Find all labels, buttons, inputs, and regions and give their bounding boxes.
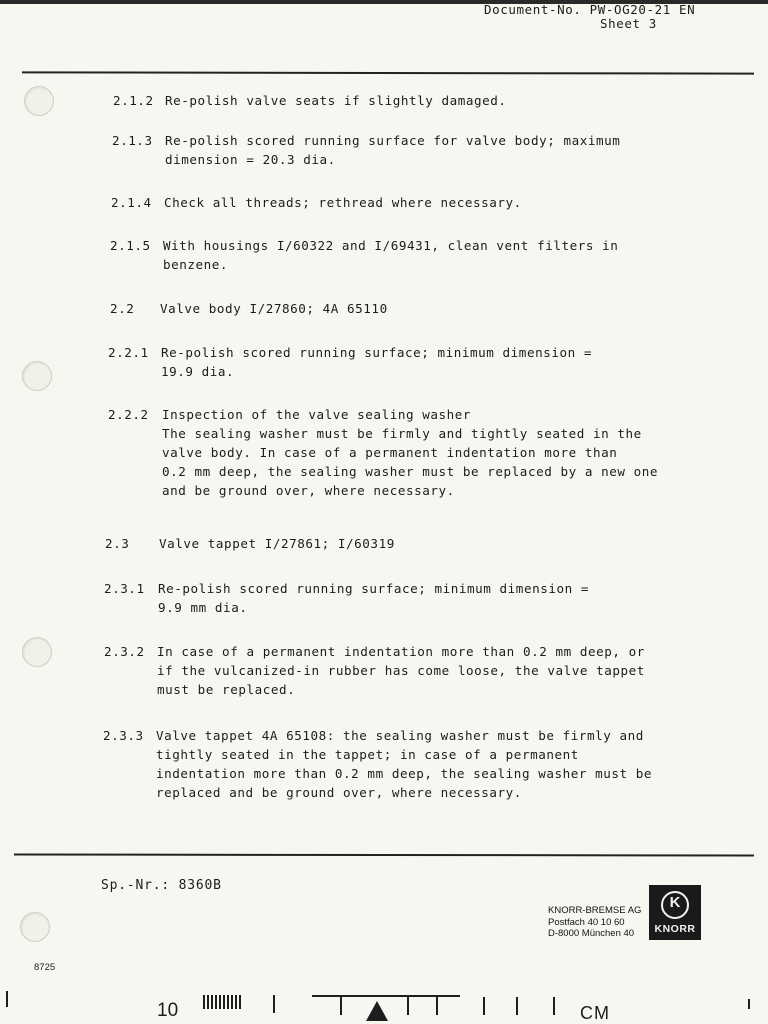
company-city: D-8000 München 40	[548, 928, 635, 939]
item-number: 2.3.1	[104, 581, 145, 596]
barcode-mark	[203, 995, 241, 1009]
item-number: 2.1.2	[113, 93, 154, 108]
punch-hole	[20, 912, 50, 942]
item-text	[158, 579, 589, 617]
item-line: 9.9 mm dia.	[158, 600, 248, 615]
item-text	[162, 405, 658, 500]
item-text	[164, 193, 522, 212]
punch-hole	[24, 86, 54, 116]
item-text	[157, 642, 645, 699]
item-line: 19.9 dia.	[161, 364, 235, 379]
triangle-mark	[366, 1001, 388, 1021]
item-line: dimension = 20.3 dia.	[165, 152, 336, 167]
item-line: if the vulcanized-in rubber has come loose, the valve tappet	[157, 663, 645, 678]
item-line: Re-polish scored running surface; minimum dimension =	[161, 345, 592, 360]
punch-hole	[22, 637, 52, 667]
header-rule	[22, 71, 754, 74]
item-number: 2.1.4	[111, 195, 152, 210]
knorr-logo	[649, 885, 701, 940]
logo-letter: K	[669, 894, 681, 911]
tick-mark	[553, 997, 555, 1015]
spare-part-number: Sp.-Nr.: 8360B	[101, 878, 222, 893]
item-number: 2.2	[110, 301, 135, 316]
tick-mark	[436, 995, 438, 1015]
item-line: Re-polish scored running surface; minimum dimension =	[158, 581, 589, 596]
document-number: Document-No. PW-OG20-21 EN	[484, 2, 696, 17]
item-text	[165, 91, 507, 110]
company-address	[548, 905, 641, 940]
form-code: 8725	[34, 962, 56, 973]
item-line: replaced and be ground over, where necessary.	[156, 785, 522, 800]
tick-mark	[6, 991, 8, 1007]
company-name: KNORR-BREMSE AG	[548, 905, 642, 916]
item-line: valve body. In case of a permanent indentation more than	[162, 445, 618, 460]
item-line: Re-polish scored running surface for valve body; maximum	[165, 133, 621, 148]
company-postbox: Postfach 40 10 60	[548, 916, 625, 928]
document-header	[484, 3, 695, 31]
item-number: 2.3.3	[103, 728, 144, 743]
punch-hole	[22, 361, 52, 391]
item-text	[156, 726, 652, 802]
item-number: 2.3	[105, 536, 130, 551]
item-number: 2.2.1	[108, 345, 149, 360]
item-number: 2.3.2	[104, 644, 145, 659]
item-line: Re-polish valve seats if slightly damaged.	[165, 93, 507, 108]
item-line: The sealing washer must be firmly and tightly seated in the	[162, 426, 642, 441]
item-line: must be replaced.	[157, 682, 296, 697]
scan-marks	[0, 985, 768, 1024]
item-text	[159, 534, 395, 553]
item-number: 2.2.2	[108, 407, 149, 422]
item-line: Valve body I/27860; 4A 65110	[160, 301, 388, 316]
item-text	[165, 131, 620, 169]
item-text	[161, 343, 592, 381]
tick-mark	[483, 997, 485, 1015]
item-line: In case of a permanent indentation more than 0.2 mm deep, or	[157, 644, 645, 659]
item-line: tightly seated in the tappet; in case of a permanent	[156, 747, 579, 762]
scan-ruler-unit: CM	[580, 1003, 610, 1023]
item-line: and be ground over, where necessary.	[162, 483, 455, 498]
item-line: Valve tappet I/27861; I/60319	[159, 536, 395, 551]
tick-mark	[273, 995, 275, 1013]
footer-rule	[14, 853, 754, 856]
item-line: With housings I/60322 and I/69431, clean vent filters in	[163, 238, 619, 253]
item-line: indentation more than 0.2 mm deep, the sealing washer must be	[156, 766, 653, 781]
logo-wordmark: KNORR	[654, 923, 696, 935]
item-number: 2.1.5	[110, 238, 151, 253]
item-line: Valve tappet 4A 65108: the sealing washer must be firmly and	[156, 728, 644, 743]
scan-ruler-number: 10	[157, 1000, 179, 1021]
item-text	[160, 299, 388, 318]
tick-mark	[340, 995, 342, 1015]
item-line: Inspection of the valve sealing washer	[162, 407, 472, 422]
item-line: Check all threads; rethread where necessary.	[164, 195, 522, 210]
item-line: benzene.	[163, 257, 229, 272]
tick-mark	[748, 999, 750, 1009]
tick-mark	[516, 997, 518, 1015]
item-line: 0.2 mm deep, the sealing washer must be replaced by a new one	[162, 464, 659, 479]
item-number: 2.1.3	[112, 133, 153, 148]
tick-mark	[407, 995, 409, 1015]
item-text	[163, 236, 618, 274]
sheet-number: Sheet 3	[600, 16, 657, 31]
